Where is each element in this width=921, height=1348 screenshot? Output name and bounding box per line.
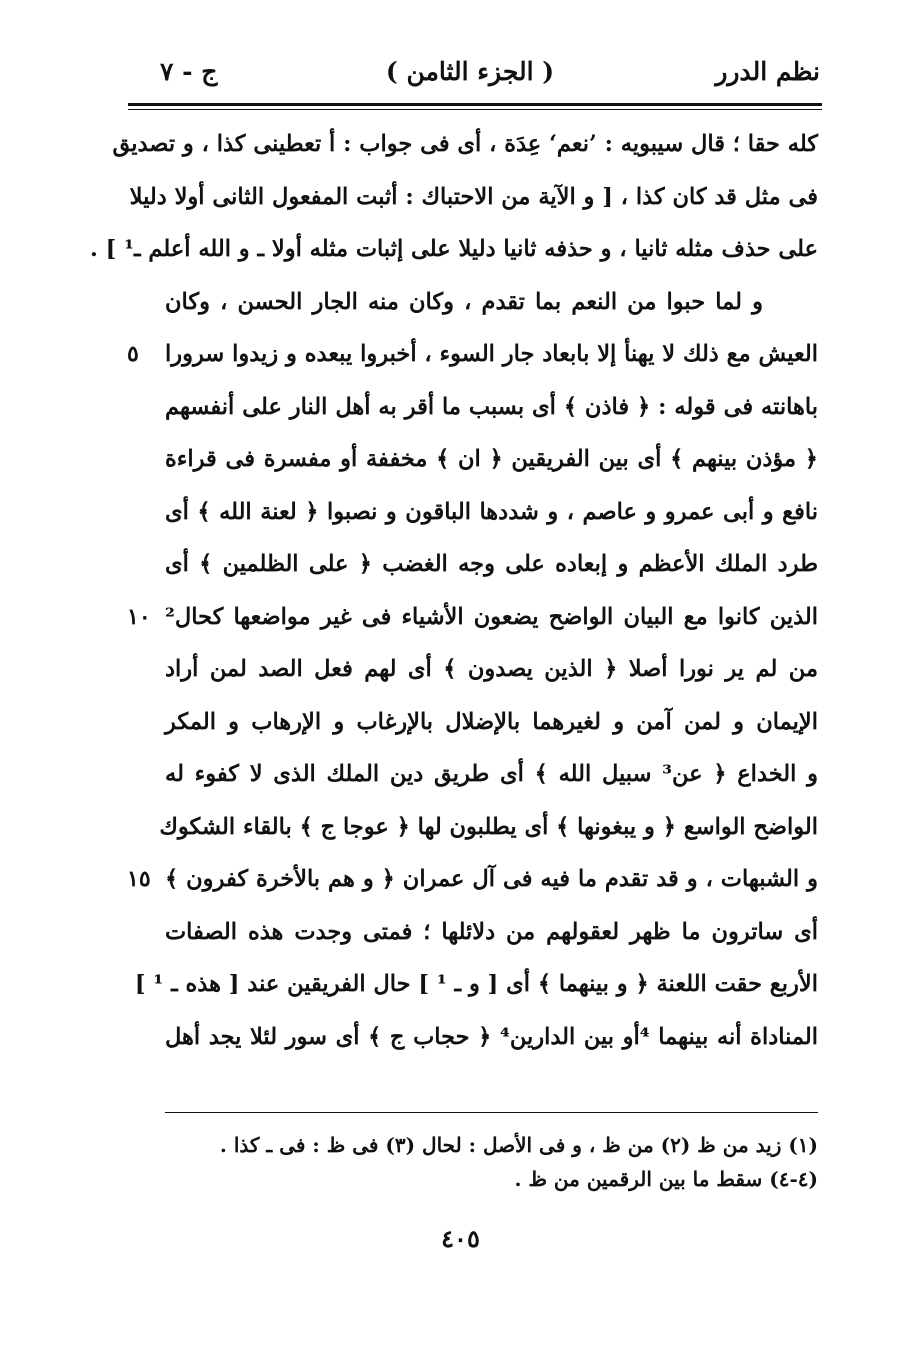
line-text: فى مثل قد كان كذا ، [ و الآية من الاحتباك : أثبت المفعول الثانى أولا دليلا	[129, 183, 818, 210]
footnote-separator	[165, 1112, 818, 1113]
header-rule-thin	[128, 109, 822, 110]
text-line	[165, 433, 818, 486]
footnotes	[165, 1128, 818, 1196]
text-line	[127, 591, 818, 644]
part-label: ( الجزء الثامن )	[385, 57, 555, 86]
page-header	[120, 52, 820, 92]
line-text: ﴿ مؤذن بينهم ﴾ أى بين الفريقين ﴿ ان ﴾ مخففة أو مفسرة فى قراءة	[165, 446, 818, 472]
line-text: طرد الملك الأعظم و إبعاده على وجه الغضب ﴿ على الظلمين ﴾ أى	[165, 551, 818, 577]
text-line	[165, 906, 818, 959]
text-line	[159, 801, 818, 854]
text-line	[165, 538, 818, 591]
header-rule-thick	[128, 103, 822, 106]
line-number: ١٠	[127, 603, 151, 630]
text-line	[127, 853, 818, 906]
line-text: باهانته فى قوله : ﴿ فاذن ﴾ أى بسبب ما أقر به أهل النار على أنفسهم	[165, 393, 818, 420]
text-line	[165, 696, 818, 749]
line-text: و لما حبوا من النعم بما تقدم ، وكان منه الجار الحسن ، وكان	[165, 288, 763, 315]
text-line	[129, 171, 818, 224]
volume-label: ج - ٧	[160, 57, 218, 86]
line-text: العيش مع ذلك لا يهنأ إلا بابعاد جار السوء ، أخبروا يبعده و زيدوا سرورا	[165, 341, 818, 367]
line-text: و الشبهات ، و قد تقدم ما فيه فى آل عمران ﴿ و هم بالأخرة كفرون ﴾	[165, 866, 818, 892]
text-line	[165, 748, 818, 801]
text-line	[112, 118, 818, 171]
text-line	[165, 643, 818, 696]
line-text: كله حقا ؛ قال سيبويه : ’نعم‘ عِدَة ، أى فى جواب : أ تعطينى كذا ، و تصديق	[112, 131, 818, 157]
text-line	[165, 1011, 818, 1064]
line-text: الذين كانوا مع البيان الواضح يضعون الأشياء فى غير مواضعها كحال²	[165, 603, 818, 630]
body-text	[89, 118, 818, 1063]
line-text: المناداة أنه بينهما ⁴أو بين الدارين⁴ ﴿ حجاب ج ﴾ أى سور لئلا يجد أهل	[165, 1023, 818, 1050]
footnote: (٤-٤) سقط ما بين الرقمين من ظ .	[514, 1167, 818, 1191]
text-line	[89, 223, 818, 276]
text-line	[127, 328, 818, 381]
footnote: (١) زيد من ظ (٢) من ظ ، و فى الأصل : لحال (٣) فى ظ : فى ـ كذا .	[219, 1133, 818, 1157]
text-line	[134, 958, 818, 1011]
line-text: من لم ير نورا أصلا ﴿ الذين يصدون ﴾ أى لهم فعل الصد لمن أراد	[165, 656, 818, 682]
line-text: الإيمان و لمن آمن و لغيرهما بالإضلال بالإرغاب و الإرهاب و المكر	[165, 708, 818, 735]
line-text: الواضح الواسع ﴿ و يبغونها ﴾ أى يطلبون لها ﴿ عوجا ج ﴾ بالقاء الشكوك	[159, 813, 818, 840]
line-text: و الخداع ﴿ عن³ سبيل الله ﴾ أى طريق دين الملك الذى لا كفوء له	[165, 761, 818, 787]
line-text: الأربع حقت اللعنة ﴿ و بينهما ﴾ أى [ و ـ ¹ ] حال الفريقين عند [ هذه ـ ¹ ]	[134, 971, 818, 997]
line-text: على حذف مثله ثانيا ، و حذفه ثانيا دليلا على إثبات مثله أولا ـ و الله أعلم ـ¹ ] .	[89, 236, 818, 262]
line-text: نافع و أبى عمرو و عاصم ، و شددها الباقون و نصبوا ﴿ لعنة الله ﴾ أى	[165, 498, 818, 525]
text-line	[165, 381, 818, 434]
line-text: أى ساترون ما ظهر لعقولهم من دلائلها ؛ فمتى وجدت هذه الصفات	[165, 918, 818, 945]
text-line	[165, 486, 818, 539]
line-number: ١٥	[127, 866, 151, 892]
text-line	[165, 276, 818, 329]
page-number: ٤٠٥	[441, 1224, 480, 1253]
book-title: نظم الدرر	[715, 57, 820, 86]
line-number: ٥	[127, 341, 139, 367]
